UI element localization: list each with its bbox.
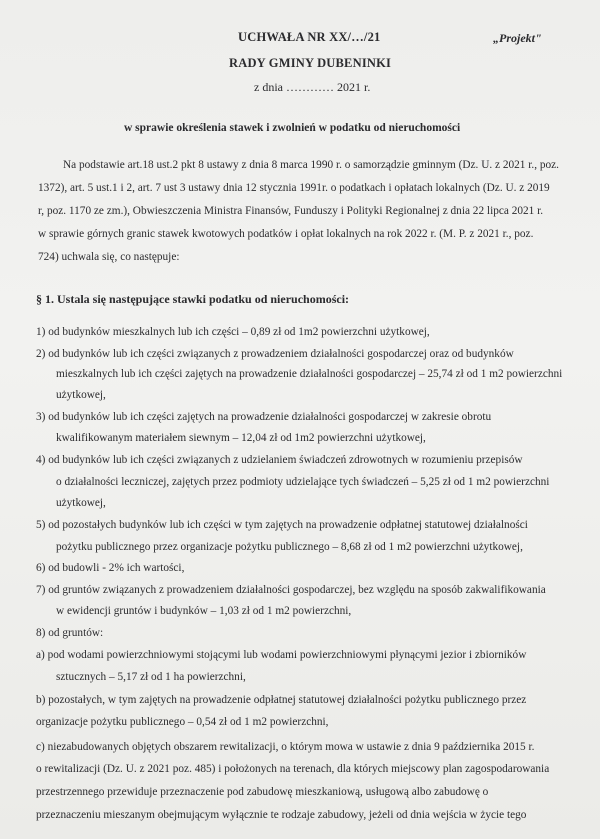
rate-item: o działalności leczniczej, zajętych przez podmioty udzielające tych świadczeń – 5,25 zł od 1 m2 powierzchni [56,476,550,488]
rate-item: przeznaczeniu mieszanym obejmującym wyłącznie te rodzaje zabudowy, jeżeli od dnia wejścia w życie tego [36,809,527,821]
rate-item: kwalifikowanym materiałem siewnym – 12,04 zł od 1m2 powierzchni użytkowej, [56,432,426,444]
rate-item: 4) od budynków lub ich części związanych z udzielaniem świadczeń zdrowotnych w rozumieniu przepisów [36,454,523,466]
council-name: RADY GMINY DUBENINKI [229,56,392,70]
rate-item: b) pozostałych, w tym zajętych na prowadzenie odpłatnej statutowej działalności pożytku publicznego przez [36,694,527,706]
preamble-line: w sprawie górnych granic stawek kwotowych podatków i opłat lokalnych na rok 2022 r. (M. P. z 2021 r., poz. [38,228,534,240]
rate-item: 3) od budynków lub ich części zajętych na prowadzenie działalności gospodarczej w zakresie obrotu [36,411,492,423]
resolution-subject: w sprawie określenia stawek i zwolnień w podatku od nieruchomości [124,122,461,134]
rate-item: c) niezabudowanych objętych obszarem rewitalizacji, o którym mowa w ustawie z dnia 9 października 2015 r. [36,741,535,753]
rate-item: 8) od gruntów: [36,627,104,639]
rate-item: przestrzennego przewiduje przeznaczenie pod zabudowę mieszkaniową, usługową albo zabudowę o [36,786,489,798]
section-1-heading: § 1. Ustala się następujące stawki podatku od nieruchomości: [36,292,350,306]
rate-item: 2) od budynków lub ich części związanych z prowadzeniem działalności gospodarczej oraz od budynków [36,348,514,360]
rate-item: 6) od budowli - 2% ich wartości, [36,562,185,574]
preamble-line: r, poz. 1170 ze zm.), Obwieszczenia Ministra Finansów, Funduszy i Polityki Regionalnej z dnia 22 lipca 2021 r. [38,205,544,217]
preamble-line: 1372), art. 5 ust.1 i 2, art. 7 ust 3 ustawy dnia 12 stycznia 1991r. o podatkach i opłatach lokalnych (Dz. U. z 2019 [38,182,550,194]
rate-item: mieszkalnych lub ich części zajętych na prowadzenie działalności gospodarczej – 25,74 zł od 1 m2 powierzchni [56,368,563,380]
rate-item: w ewidencji gruntów i budynków – 1,03 zł od 1 m2 powierzchni, [56,605,352,617]
rate-item: sztucznych – 5,17 zł od 1 ha powierzchni, [56,671,246,683]
rate-item: pożytku publicznego przez organizacje pożytku publicznego – 8,68 zł od 1 m2 powierzchni użytkowej, [56,541,523,553]
draft-label: „Projekt" [493,31,542,45]
preamble-line: 724) uchwala się, co następuje: [38,251,180,263]
resolution-title: UCHWAŁA NR XX/…/21 [238,30,381,44]
rate-item: organizacje pożytku publicznego – 0,54 zł od 1 m2 powierzchni, [36,716,329,728]
rate-item: 5) od pozostałych budynków lub ich części w tym zajętych na prowadzenie odpłatnej statutowej działalności [36,519,528,531]
rate-item: użytkowej, [56,497,106,509]
rate-item: a) pod wodami powierzchniowymi stojącymi lub wodami powierzchniowymi płynącymi jezior i zbiorników [36,649,527,661]
rate-item: użytkowej, [56,389,106,401]
rate-item: o rewitalizacji (Dz. U. z 2021 poz. 485) i położonych na terenach, dla których miejscowy plan zagospodarowania [36,763,550,775]
rate-item: 7) od gruntów związanych z prowadzeniem działalności gospodarczej, bez względu na sposób zakwalifikowania [36,584,546,596]
preamble-line: Na podstawie art.18 ust.2 pkt 8 ustawy z dnia 8 marca 1990 r. o samorządzie gminnym (Dz. U. z 2021 r., poz. [63,159,560,171]
resolution-date: z dnia ………… 2021 r. [254,80,371,94]
rate-item: 1) od budynków mieszkalnych lub ich części – 0,89 zł od 1m2 powierzchni użytkowej, [36,326,430,338]
